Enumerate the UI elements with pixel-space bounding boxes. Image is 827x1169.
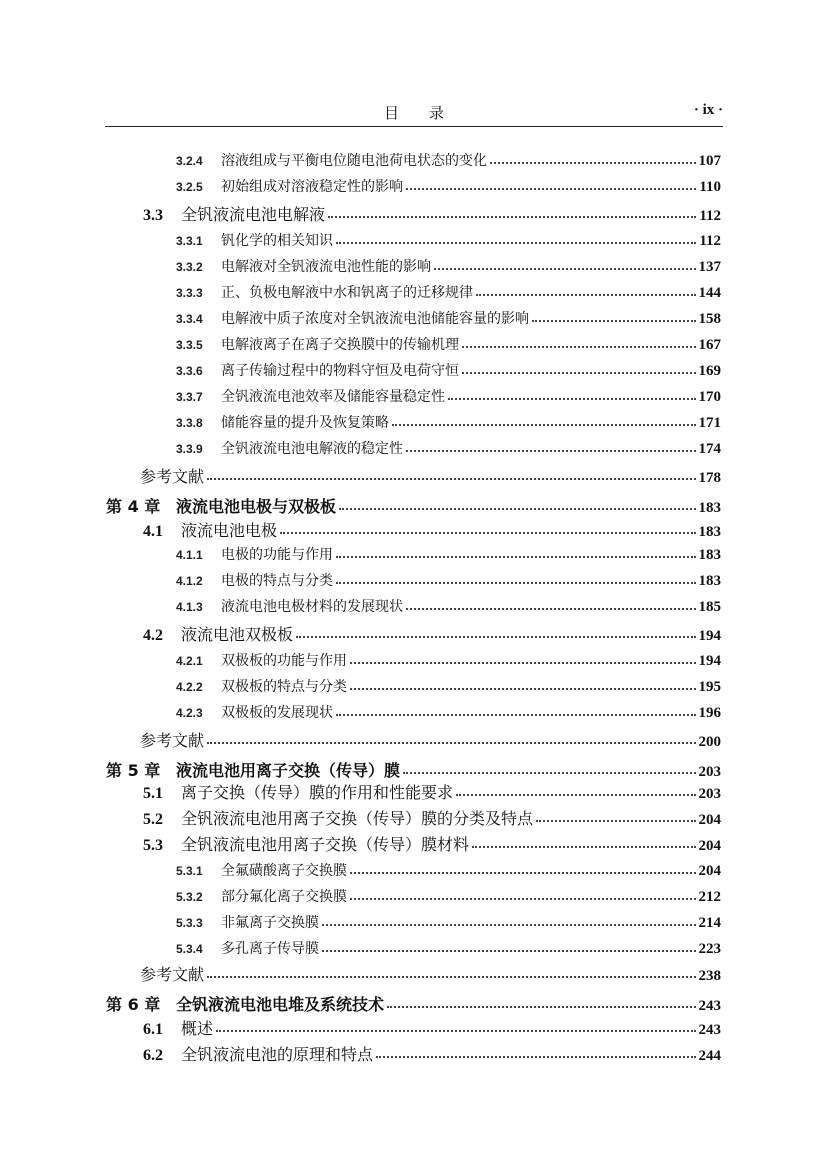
toc-entry [0, 176, 827, 198]
toc-entry-number: 4.2.3 [176, 706, 203, 720]
toc-entry-title: 溶液组成与平衡电位随电池荷电状态的变化 [221, 153, 487, 169]
dot-leader [376, 1056, 695, 1058]
header-title: 目录 [383, 104, 474, 122]
dot-leader [403, 772, 695, 774]
dot-leader [216, 1030, 695, 1032]
dot-leader [448, 398, 696, 400]
toc-entry-number: 5.1 [143, 785, 163, 802]
toc-entry-number: 3.3.6 [176, 364, 203, 378]
toc-entry-number: 5.3.2 [176, 890, 203, 904]
toc-entry-title: 全氟磺酸离子交换膜 [221, 863, 347, 879]
toc-entry-page: 203 [698, 764, 721, 780]
toc-entry-title: 参考文献 [140, 731, 205, 750]
toc-entry [0, 334, 827, 356]
dot-leader [472, 846, 695, 848]
toc-entry [0, 912, 827, 934]
dot-leader [280, 532, 695, 534]
toc-entry [0, 202, 827, 224]
toc-entry-title: 双极板的特点与分类 [221, 679, 347, 695]
toc-entry-title: 多孔离子传导膜 [221, 941, 319, 957]
toc-entry-title: 全钒液流电池电解液的稳定性 [221, 441, 403, 457]
toc-entry [0, 832, 827, 854]
toc-entry-page: 204 [698, 863, 721, 879]
toc-entry-number: 3.3.8 [176, 416, 203, 430]
toc-entry-page: 169 [698, 363, 721, 379]
toc-entry-title: 液流电池电极材料的发展现状 [221, 599, 403, 615]
toc-entry [0, 758, 827, 780]
toc-entry-number: 3.3.4 [176, 312, 203, 326]
toc-entry-title: 离子传输过程中的物料守恒及电荷守恒 [221, 363, 459, 379]
toc-entry-title: 电解液对全钒液流电池性能的影响 [221, 259, 431, 275]
dot-leader [322, 950, 696, 952]
toc-entry-number: 3.3.7 [176, 390, 203, 404]
toc-entry-title: 全钒液流电池用离子交换（传导）膜的分类及特点 [181, 809, 534, 828]
toc-entry-page: 174 [698, 441, 721, 457]
toc-entry-number: 3.2.5 [176, 180, 203, 194]
dot-leader [339, 508, 695, 510]
toc-entry [0, 464, 827, 486]
toc-entry [0, 886, 827, 908]
toc-entry [0, 1016, 827, 1038]
toc-entry [0, 570, 827, 592]
toc-entry-page: 178 [698, 470, 721, 486]
toc-entry-number: 6.2 [143, 1047, 163, 1064]
dot-leader [434, 268, 696, 270]
toc-entry-number: 第 5 章 [106, 761, 161, 780]
toc-entry-number: 3.3.9 [176, 442, 203, 456]
toc-entry-page: 194 [698, 628, 721, 644]
dot-leader [490, 162, 696, 164]
dot-leader [462, 346, 696, 348]
toc-entry [0, 622, 827, 644]
toc-entry-page: 144 [698, 285, 721, 301]
toc-entry-number: 5.3.4 [176, 942, 203, 956]
toc-entry-page: 238 [698, 968, 721, 984]
toc-entry [0, 806, 827, 828]
toc-entry-number: 4.1 [143, 523, 163, 540]
dot-leader [336, 242, 696, 244]
dot-leader [456, 794, 695, 796]
toc-entry [0, 992, 827, 1014]
toc-entry-title: 部分氟化离子交换膜 [221, 889, 347, 905]
toc-entry-page: 167 [698, 337, 721, 353]
dot-leader [350, 688, 696, 690]
toc-entry [0, 544, 827, 566]
dot-leader [336, 582, 696, 584]
dot-leader [207, 478, 695, 480]
toc-entry [0, 1042, 827, 1064]
toc-entry-number: 4.1.1 [176, 548, 203, 562]
toc-entry-title: 电极的功能与作用 [221, 547, 333, 563]
toc-entry-number: 5.3.1 [176, 864, 203, 878]
toc-entry-title: 全钒液流电池电堆及系统技术 [176, 995, 385, 1014]
toc-entry-number: 4.1.2 [176, 574, 203, 588]
toc-entry-page: 244 [698, 1048, 721, 1064]
toc-entry-number: 5.3.3 [176, 916, 203, 930]
dot-leader [350, 898, 696, 900]
toc-entry-number: 5.2 [143, 811, 163, 828]
toc-entry-number: 3.2.4 [176, 154, 203, 168]
toc-entry-page: 243 [698, 998, 721, 1014]
toc-entry-title: 离子交换（传导）膜的作用和性能要求 [181, 783, 454, 802]
toc-entry-title: 液流电池电极与双极板 [176, 497, 337, 516]
toc-entry-number: 3.3.1 [176, 234, 203, 248]
toc-entry-page: 107 [698, 153, 721, 169]
header-page-number: · ix · [693, 102, 723, 118]
dot-leader [350, 872, 696, 874]
dot-leader [336, 556, 696, 558]
toc-entry [0, 412, 827, 434]
toc-entry-page: 183 [698, 547, 721, 563]
toc-entry-title: 液流电池双极板 [181, 625, 294, 644]
toc-entry [0, 596, 827, 618]
toc-entry [0, 360, 827, 382]
toc-entry-page: 137 [698, 259, 721, 275]
toc-entry-page: 212 [698, 889, 721, 905]
toc-entry-number: 4.1.3 [176, 600, 203, 614]
toc-entry-title: 储能容量的提升及恢复策略 [221, 415, 389, 431]
dot-leader [328, 216, 696, 218]
dot-leader [392, 424, 696, 426]
toc-entry [0, 728, 827, 750]
toc-entry-title: 钒化学的相关知识 [221, 233, 333, 249]
dot-leader [207, 742, 695, 744]
toc-entry-number: 3.3.2 [176, 260, 203, 274]
dot-leader [532, 320, 696, 322]
toc-entry-number: 3.3 [143, 207, 163, 224]
toc-entry-page: 158 [698, 311, 721, 327]
toc-entry-page: 183 [698, 573, 721, 589]
toc-entry-number: 4.2.2 [176, 680, 203, 694]
toc-entry-title: 双极板的功能与作用 [221, 653, 347, 669]
toc-entry-page: 112 [699, 208, 721, 224]
toc-entry-page: 185 [698, 599, 721, 615]
toc-entry-title: 电解液中质子浓度对全钒液流电池储能容量的影响 [221, 311, 529, 327]
toc-entry-page: 112 [699, 233, 721, 249]
toc-entry [0, 308, 827, 330]
toc-entry [0, 860, 827, 882]
toc-entry-page: 183 [698, 500, 721, 516]
toc-entry [0, 938, 827, 960]
toc-entry [0, 676, 827, 698]
toc-entry-title: 全钒液流电池用离子交换（传导）膜材料 [181, 835, 470, 854]
toc-entry [0, 780, 827, 802]
toc-entry-page: 196 [698, 705, 721, 721]
dot-leader [406, 188, 696, 190]
toc-entry-page: 200 [698, 734, 721, 750]
toc-entry-page: 214 [698, 915, 721, 931]
toc-entry [0, 518, 827, 540]
toc-entry-title: 液流电池电极 [181, 521, 278, 540]
toc-entry-number: 4.2 [143, 627, 163, 644]
toc-entry [0, 650, 827, 672]
toc-entry-title: 非氟离子交换膜 [221, 915, 319, 931]
dot-leader [536, 820, 695, 822]
toc-entry [0, 256, 827, 278]
toc-entry-number: 6.1 [143, 1021, 163, 1038]
toc-entry-title: 全钒液流电池电解液 [181, 205, 326, 224]
toc-entry [0, 386, 827, 408]
dot-leader [387, 1006, 695, 1008]
toc-entry-page: 204 [698, 838, 721, 854]
toc-entry [0, 962, 827, 984]
toc-entry-number: 3.3.3 [176, 286, 203, 300]
toc-entry-number: 第 4 章 [106, 497, 161, 516]
toc-entry-page: 204 [698, 812, 721, 828]
toc-entry-number: 第 6 章 [106, 995, 161, 1014]
toc-entry-title: 全钒液流电池效率及储能容量稳定性 [221, 389, 445, 405]
toc-entry-number: 5.3 [143, 837, 163, 854]
toc-entry [0, 282, 827, 304]
toc-entry-title: 参考文献 [140, 467, 205, 486]
toc-entry [0, 702, 827, 724]
toc-entry-page: 110 [699, 179, 721, 195]
toc-entry-page: 183 [698, 524, 721, 540]
toc-entry-page: 195 [698, 679, 721, 695]
toc-entry-number: 3.3.5 [176, 338, 203, 352]
toc-entry-title: 概述 [181, 1019, 214, 1038]
toc-entry [0, 150, 827, 172]
dot-leader [296, 636, 695, 638]
toc-entry-title: 电解液离子在离子交换膜中的传输机理 [221, 337, 459, 353]
toc-entry-title: 双极板的发展现状 [221, 705, 333, 721]
dot-leader [207, 976, 695, 978]
toc-entry-page: 203 [698, 786, 721, 802]
toc-entry-title: 正、负极电解液中水和钒离子的迁移规律 [221, 285, 473, 301]
toc-entry-page: 223 [698, 941, 721, 957]
dot-leader [406, 450, 696, 452]
toc-entry-number: 4.2.1 [176, 654, 203, 668]
dot-leader [462, 372, 696, 374]
dot-leader [350, 662, 696, 664]
dot-leader [336, 714, 696, 716]
toc-entry-title: 液流电池用离子交换（传导）膜 [176, 761, 401, 780]
toc-entry-title: 参考文献 [140, 965, 205, 984]
toc-entry-page: 194 [698, 653, 721, 669]
toc-entry [0, 494, 827, 516]
toc-entry-title: 全钒液流电池的原理和特点 [181, 1045, 374, 1064]
toc-entry-title: 初始组成对溶液稳定性的影响 [221, 179, 403, 195]
dot-leader [322, 924, 696, 926]
toc-entry-page: 243 [698, 1022, 721, 1038]
dot-leader [406, 608, 696, 610]
toc-entry-page: 171 [698, 415, 721, 431]
toc-entry-title: 电极的特点与分类 [221, 573, 333, 589]
toc-entry [0, 438, 827, 460]
toc-entry-page: 170 [698, 389, 721, 405]
dot-leader [476, 294, 696, 296]
toc-entry [0, 230, 827, 252]
